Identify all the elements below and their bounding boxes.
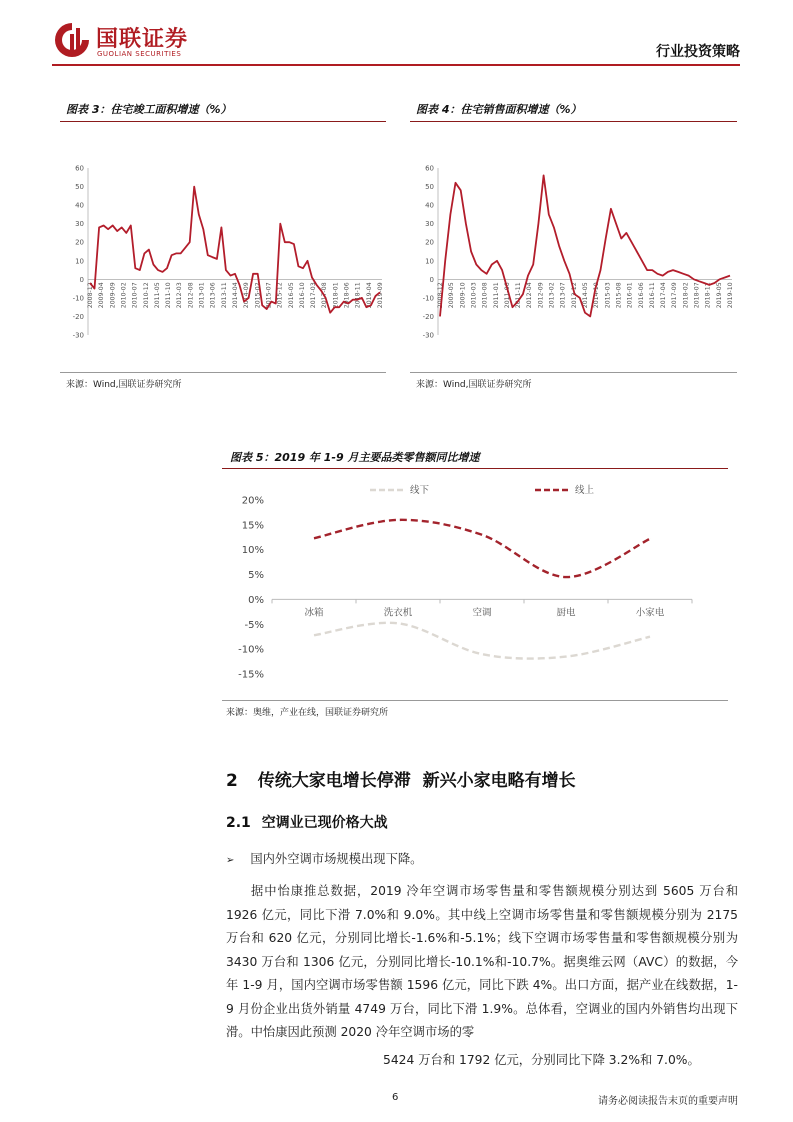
body-paragraph-last-line: 5424 万台和 1792 亿元，分别同比下降 3.2%和 7.0%。	[383, 1053, 700, 1067]
fig3-bottom-rule	[60, 372, 386, 373]
fig4-ytick-3: 0	[429, 275, 434, 284]
section-title: 传统大家电增长停滞 新兴小家电略有增长	[257, 771, 576, 791]
fig3-xtick-10: 2013-01	[198, 282, 206, 309]
fig4-xtick-12: 2013-12	[570, 282, 578, 309]
fig3-xtick-8: 2012-03	[176, 282, 184, 309]
fig5-category-3: 厨电	[556, 607, 576, 619]
fig5-ytick-2: 10%	[241, 545, 264, 557]
fig4-xtick-2: 2009-10	[459, 282, 467, 309]
fig4-xtick-14: 2014-10	[593, 282, 601, 309]
fig3-xtick-22: 2018-01	[332, 282, 340, 309]
fig4-xtick-23: 2018-07	[693, 282, 701, 309]
fig4-xtick-4: 2010-08	[481, 282, 489, 309]
fig3-xtick-24: 2018-11	[354, 282, 362, 309]
page-number: 6	[392, 1092, 399, 1103]
fig3-ytick-1: -20	[72, 312, 84, 321]
fig3-ytick-6: 30	[75, 220, 84, 229]
fig4-ytick-6: 30	[425, 220, 434, 229]
fig4-xtick-8: 2012-04	[526, 282, 534, 309]
fig3-xtick-26: 2019-09	[377, 282, 384, 309]
fig4-xtick-20: 2017-04	[660, 282, 668, 309]
fig3-xtick-23: 2018-06	[343, 282, 351, 309]
fig4-ytick-0: -30	[422, 331, 434, 340]
fig3-xtick-7: 2011-10	[165, 282, 173, 309]
fig4-xtick-13: 2014-05	[582, 282, 589, 309]
fig3-xtick-9: 2012-08	[187, 282, 195, 309]
fig4-ytick-2: -10	[422, 294, 434, 303]
fig4-ytick-4: 10	[425, 257, 434, 266]
fig4-xtick-3: 2010-03	[470, 282, 478, 309]
fig4-xtick-22: 2018-02	[682, 282, 690, 309]
fig3-xtick-18: 2016-05	[287, 282, 295, 309]
fig4-xtick-26: 2019-10	[727, 282, 734, 309]
fig3-ytick-2: -10	[72, 294, 84, 303]
fig5-ytick-3: 5%	[248, 570, 264, 582]
fig5-ytick-7: -15%	[238, 669, 264, 681]
fig3-ytick-8: 50	[75, 183, 84, 192]
fig4-xtick-0: 2008-12	[437, 282, 444, 309]
fig3-xtick-4: 2010-07	[131, 282, 139, 309]
fig5-category-4: 小家电	[635, 607, 665, 619]
fig4-bottom-rule	[410, 372, 737, 373]
fig4-xtick-9: 2012-09	[537, 282, 545, 309]
section-number: 2	[226, 771, 238, 791]
fig3-title: 图表 3：住宅竣工面积增速（%）	[66, 103, 232, 116]
fig3-xtick-13: 2014-04	[232, 282, 239, 309]
fig3-xtick-17: 2015-12	[276, 282, 284, 309]
bullet-arrow-icon: ➢	[226, 855, 235, 866]
logo-subtext: GUOLIAN SECURITIES	[97, 50, 182, 58]
fig3-xtick-20: 2017-03	[310, 282, 318, 309]
fig5-series-1	[314, 520, 650, 577]
fig5-category-1: 洗衣机	[383, 607, 413, 619]
subsection-heading	[226, 812, 388, 832]
fig4-title: 图表 4：住宅销售面积增速（%）	[416, 103, 582, 116]
bullet-text: 国内外空调市场规模出现下降。	[250, 852, 423, 866]
fig3-ytick-3: 0	[79, 275, 84, 284]
fig3-xtick-16: 2015-07	[265, 282, 273, 309]
fig3-xtick-2: 2009-09	[109, 282, 117, 309]
fig4-xtick-10: 2013-02	[548, 282, 556, 309]
fig5-chart	[222, 478, 728, 688]
section-heading	[226, 766, 576, 791]
fig4-xtick-6: 2011-06	[503, 282, 511, 309]
fig5-category-2: 空调	[472, 607, 492, 619]
disclaimer-note: 请务必阅读报告末页的重要声明	[598, 1096, 738, 1107]
fig5-bottom-rule	[222, 700, 728, 701]
fig3-xtick-12: 2013-11	[220, 282, 228, 309]
fig4-xtick-18: 2016-06	[637, 282, 645, 309]
fig4-xtick-25: 2019-05	[715, 282, 723, 309]
logo	[52, 20, 212, 60]
fig4-xtick-1: 2009-05	[448, 282, 456, 309]
fig5-series-0	[314, 623, 650, 659]
fig3-ytick-4: 10	[75, 257, 84, 266]
fig3-xtick-15: 2015-02	[254, 282, 262, 309]
fig3-xtick-3: 2010-02	[120, 282, 128, 309]
fig5-ytick-1: 15%	[241, 520, 264, 532]
fig3-ytick-5: 20	[75, 238, 84, 247]
fig4-ytick-5: 20	[425, 238, 434, 247]
fig3-xtick-21: 2017-08	[321, 282, 329, 309]
fig5-source: 来源：奥维，产业在线，国联证券研究所	[226, 708, 389, 718]
fig3-source: 来源：Wind,国联证券研究所	[66, 380, 182, 390]
fig4-xtick-21: 2017-09	[671, 282, 679, 309]
fig4-xtick-16: 2015-08	[615, 282, 623, 309]
fig5-ytick-6: -10%	[238, 644, 264, 656]
logo-mark-icon	[52, 20, 92, 60]
fig3-ytick-0: -30	[72, 331, 84, 340]
fig3-xtick-0: 2008-12	[87, 282, 94, 309]
fig4-xtick-7: 2011-11	[515, 282, 523, 309]
body-paragraph: 据中怡康推总数据，2019 冷年空调市场零售量和零售额规模分别达到 5605 万台和 1926 亿元，同比下滑 7.0%和 9.0%。其中线上空调市场零售量和零售额规模分别为 2175 万台和 620 亿元，分别同比增长-1.6%和-5.1%；线下空调市场零售量和零售额规模分别为 3430 万台和 1306 亿元，分别同比增长-10.1%和-10.7%。据奥维云网（AVC）的数据，今年 1-9 月，国内空调市场零售额 1596 亿元，同比下跌 4%。出口方面，据产业在线数据，1-9 月份企业出货外销量 4749 万台，同比下滑 1.9%。总体看，空调业的国内外销售均出现下滑。中怡康因此预测 2020 冷年空调市场的零	[226, 884, 738, 1039]
logo-text: 国联证券	[96, 27, 189, 52]
fig3-xtick-1: 2009-04	[98, 282, 106, 309]
fig5-legend-label-0: 线下	[410, 485, 430, 496]
fig5-ytick-0: 20%	[241, 495, 264, 507]
fig3-xtick-11: 2013-06	[209, 282, 217, 309]
fig3-ytick-7: 40	[75, 201, 84, 210]
fig4-xtick-19: 2016-11	[648, 282, 656, 309]
fig4-xtick-11: 2013-07	[559, 282, 567, 309]
fig4-ytick-7: 40	[425, 201, 434, 210]
fig4-xtick-15: 2015-03	[604, 282, 612, 309]
fig3-chart	[60, 160, 390, 340]
fig4-chart	[410, 160, 740, 340]
fig4-ytick-1: -20	[422, 312, 434, 321]
fig4-xtick-24: 2018-12	[704, 282, 712, 309]
subsection-title: 空调业已现价格大战	[261, 815, 388, 831]
bullet-item	[226, 849, 422, 867]
fig4-xtick-17: 2016-01	[626, 282, 634, 309]
fig4-ytick-8: 50	[425, 183, 434, 192]
fig3-ytick-9: 60	[75, 164, 84, 173]
fig4-ytick-9: 60	[425, 164, 434, 173]
fig5-title: 图表 5：2019 年 1-9 月主要品类零售额同比增速	[230, 451, 480, 464]
fig4-source: 来源：Wind,国联证券研究所	[416, 380, 532, 390]
fig4-top-rule	[410, 121, 737, 122]
fig3-xtick-19: 2016-10	[298, 282, 306, 309]
fig3-xtick-25: 2019-04	[365, 282, 373, 309]
fig5-ytick-5: -5%	[244, 619, 264, 631]
fig5-legend-label-1: 线上	[575, 485, 595, 496]
fig3-top-rule	[60, 121, 386, 122]
fig5-top-rule	[222, 468, 728, 469]
report-type: 行业投资策略	[656, 44, 740, 60]
header-divider	[52, 64, 740, 66]
fig4-xtick-5: 2011-01	[492, 282, 500, 309]
fig5-category-0: 冰箱	[304, 607, 324, 619]
subsection-number: 2.1	[226, 815, 251, 831]
fig5-ytick-4: 0%	[248, 594, 264, 606]
fig3-xtick-14: 2014-09	[243, 282, 251, 309]
fig3-xtick-5: 2010-12	[142, 282, 150, 309]
fig3-xtick-6: 2011-05	[153, 282, 161, 309]
